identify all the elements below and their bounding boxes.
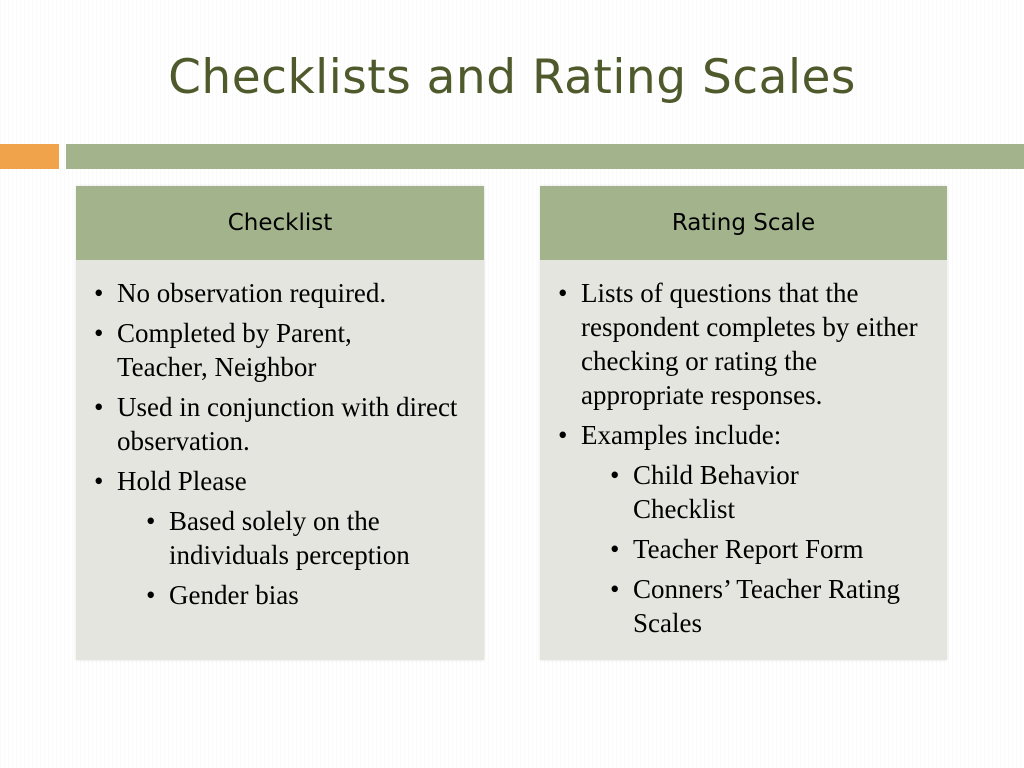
- sub-list-item: • Teacher Report Form: [606, 532, 933, 566]
- sub-list-item: • Child Behavior Checklist: [606, 458, 933, 526]
- checklist-card: [76, 186, 484, 660]
- rating-scale-body: [540, 260, 947, 640]
- checklist-sublist: [117, 504, 470, 612]
- list-item: [554, 418, 933, 640]
- checklist-body: [76, 260, 484, 612]
- slide-title: Checklists and Rating Scales: [168, 50, 856, 105]
- list-item-text: Examples include:: [581, 420, 782, 450]
- list-item-text: Hold Please: [117, 466, 247, 496]
- accent-bar-orange: [0, 144, 59, 169]
- rating-scale-sublist: [581, 458, 933, 640]
- rating-scale-card: [540, 186, 947, 660]
- rating-scale-header: Rating Scale: [540, 186, 947, 260]
- list-item: • Used in conjunction with direct observation.: [90, 390, 470, 458]
- checklist-list: [90, 276, 470, 612]
- accent-bar-green: [66, 144, 1024, 169]
- rating-scale-list: [554, 276, 933, 640]
- sub-list-item: • Based solely on the individuals perception: [142, 504, 470, 572]
- list-item: [90, 464, 470, 612]
- list-item: • No observation required.: [90, 276, 470, 310]
- list-item: • Completed by Parent, Teacher, Neighbor: [90, 316, 470, 384]
- checklist-header: Checklist: [76, 186, 484, 260]
- sub-list-item: • Conners’ Teacher Rating Scales: [606, 572, 933, 640]
- sub-list-item: • Gender bias: [142, 578, 470, 612]
- list-item: • Lists of questions that the respondent completes by either checking or rating the appropriate responses.: [554, 276, 933, 412]
